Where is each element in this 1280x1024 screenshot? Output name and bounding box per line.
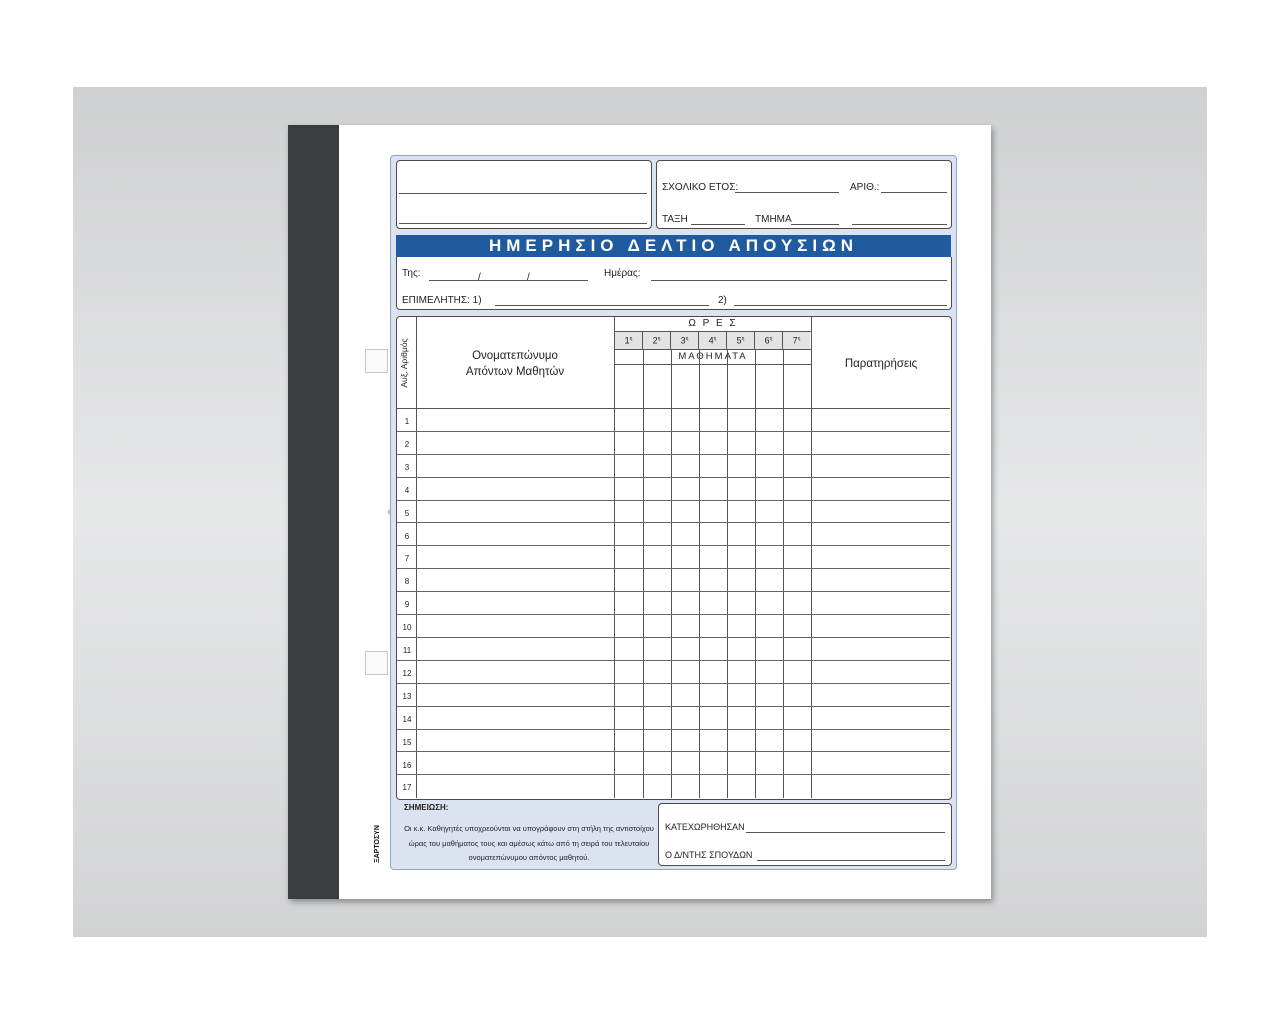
table-row[interactable] [397, 455, 950, 478]
serial-number-header: Αυξ. Αριθμός [399, 338, 409, 388]
row-number: 12 [402, 668, 412, 678]
hour-number: 2 [652, 335, 658, 346]
hours-line-bottom [615, 349, 811, 350]
table-row[interactable] [397, 753, 950, 776]
header-right-box [656, 160, 952, 229]
row-number: 14 [402, 714, 412, 724]
date-field[interactable] [429, 280, 588, 281]
hour-cell-2 [643, 332, 671, 349]
row-number: 11 [402, 646, 412, 655]
date-separator-2: / [527, 272, 530, 283]
hour-cell-1 [615, 332, 643, 349]
header-left-line-2[interactable] [399, 223, 647, 224]
header-left-box [396, 160, 652, 229]
table-row[interactable] [397, 592, 950, 615]
table-row[interactable] [397, 730, 950, 753]
row-number: 17 [402, 783, 412, 793]
table-row[interactable] [397, 478, 950, 501]
hour-number: 7 [792, 335, 798, 346]
punch-hole-bottom [365, 651, 388, 675]
school-year-field[interactable] [735, 192, 839, 193]
name-header [416, 348, 614, 380]
section-label: ΤΜΗΜΑ [755, 214, 792, 225]
row-number: 3 [404, 462, 410, 472]
school-year-label: ΣΧΟΛΙΚΟ ΕΤΟΣ: [662, 182, 739, 193]
table-row[interactable] [397, 569, 950, 592]
row-number: 6 [404, 531, 410, 541]
hour-suffix: η [685, 336, 689, 342]
form-title: ΗΜΕΡΗΣΙΟ ΔΕΛΤΙΟ ΑΠΟΥΣΙΩΝ [396, 235, 951, 257]
hour-cell-7 [783, 332, 810, 349]
row-number: 13 [402, 691, 412, 701]
table-row[interactable] [397, 432, 950, 455]
pad-spine [288, 125, 339, 899]
row-number: 16 [402, 760, 412, 770]
hours-header: Ω Ρ Ε Σ [688, 318, 738, 329]
hour-suffix: η [713, 336, 717, 342]
table-row[interactable] [397, 684, 950, 707]
extra-field[interactable] [852, 224, 947, 225]
name-header-line-1: Ονοματεπώνυμο [472, 350, 558, 362]
table-row[interactable] [397, 661, 950, 684]
hour-cell-4 [699, 332, 727, 349]
hour-suffix: η [769, 336, 773, 342]
hour-suffix: η [797, 336, 801, 342]
row-number: 7 [404, 554, 410, 564]
table-row[interactable] [397, 707, 950, 730]
class-field[interactable] [691, 224, 745, 225]
hour-cell-6 [755, 332, 783, 349]
table-row[interactable] [397, 546, 950, 569]
brand-logo [374, 820, 388, 868]
table-row[interactable] [397, 409, 950, 432]
hour-number: 4 [708, 335, 714, 346]
table-row[interactable] [397, 638, 950, 661]
hour-cell-3 [671, 332, 699, 349]
hour-number: 3 [680, 335, 686, 346]
date-separator-1: / [478, 272, 481, 283]
row-number: 10 [402, 623, 412, 633]
hour-suffix: η [629, 336, 633, 342]
day-label: Ημέρας: [604, 268, 641, 279]
supervisor-2-field[interactable] [734, 305, 947, 306]
hour-number: 5 [736, 335, 742, 346]
lessons-line [615, 364, 811, 365]
row-number: 4 [404, 485, 410, 495]
lessons-header: ΜΑΘΗΜΑΤΑ [678, 351, 748, 362]
supervisor-1-field[interactable] [495, 305, 709, 306]
director-field[interactable] [757, 860, 945, 861]
brand-text: ΞΑΡΤΟΣΥΝ [374, 825, 381, 863]
recorded-field[interactable] [746, 832, 945, 833]
row-number: 5 [404, 508, 410, 518]
section-field[interactable] [791, 224, 839, 225]
hour-cell-5 [727, 332, 755, 349]
number-label: ΑΡΙΘ.: [850, 182, 880, 193]
punch-hole-top [365, 349, 388, 373]
row-number: 9 [404, 600, 410, 610]
supervisor-label: ΕΠΙΜΕΛΗΤΗΣ: 1) [402, 295, 482, 306]
table-row[interactable] [397, 524, 950, 547]
supervisor-2-label: 2) [718, 295, 727, 306]
note-text: Οι κ.κ. Καθηγητές υποχρεούνται να υπογράφουν στη στήλη της αντιστοίχου ώρας του μαθήματος τους και αμέσως κάτω από τη σειρά του τελευταίου ονοματεπώνυμου απόντος μαθητού. [404, 824, 654, 862]
recorded-label: ΚΑΤΕΧΩΡΗΘΗΣΑΝ [665, 822, 745, 832]
class-label: ΤΑΞΗ [662, 214, 688, 225]
number-field[interactable] [881, 192, 947, 193]
remarks-header: Παρατηρήσεις [844, 358, 918, 370]
row-number: 1 [404, 417, 410, 426]
row-number: 15 [402, 737, 412, 747]
table-row[interactable] [397, 501, 950, 524]
table-row[interactable] [397, 775, 950, 797]
day-field[interactable] [651, 280, 947, 281]
hour-suffix: η [741, 336, 745, 342]
table-row[interactable] [397, 615, 950, 638]
note-title: ΣΗΜΕΙΩΣΗ: [404, 803, 449, 812]
name-header-line-2: Απόντων Μαθητών [465, 366, 565, 378]
hour-number: 6 [764, 335, 770, 346]
director-label: Ο Δ/ΝΤΗΣ ΣΠΟΥΔΩΝ [665, 850, 753, 860]
hour-suffix: η [657, 336, 661, 342]
header-left-line-1[interactable] [399, 193, 647, 194]
row-number: 2 [404, 439, 410, 449]
row-number: 8 [404, 577, 410, 587]
date-label: Της: [402, 268, 421, 279]
hour-number: 1 [624, 335, 630, 346]
